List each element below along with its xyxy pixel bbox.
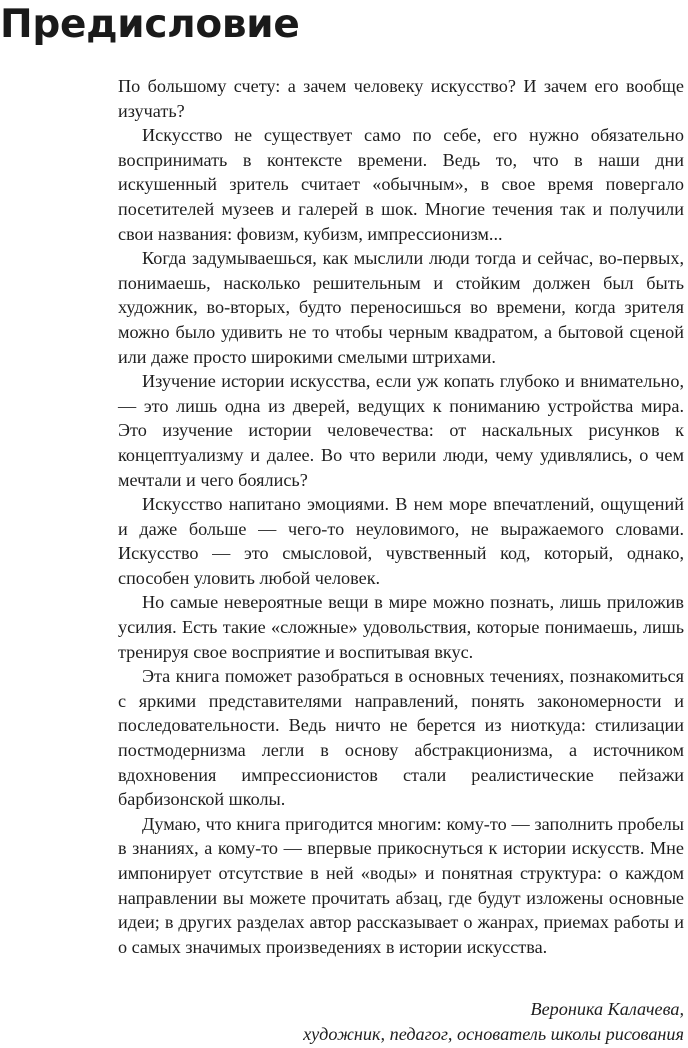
page-title: Предисловие: [0, 2, 300, 47]
paragraph: Изучение истории искусства, если уж копать глубоко и внимательно, — это лишь одна из дверей, ведущих к пониманию устройства мира. Это изучение истории человечества: от наскальных рисунков к концептуализму и далее. Во что верили люди, чему удивлялись, о чем мечтали и чего боялись?: [118, 371, 684, 490]
paragraph: Искусство напитано эмоциями. В нем море впечатлений, ощущений и даже больше — чего-то неуловимого, не выражаемого словами. Искусство — это смысловой, чувственный код, который, однако, способен уловить любой человек.: [118, 494, 684, 588]
preface-body: [118, 74, 684, 959]
paragraph: По большому счету: а зачем человеку искусство? И зачем его вообще изучать?: [118, 76, 684, 121]
paragraph: Искусство не существует само по себе, его нужно обязательно воспринимать в контексте времени. Ведь то, что в наши дни искушенный зритель считает «обычным», в свое время повергало посетителей музеев и галерей в шок. Многие течения так и получили свои названия: фовизм, кубизм, импрессионизм...: [118, 125, 684, 244]
paragraph: Эта книга поможет разобраться в основных течениях, познакомиться с яркими представителями направлений, понять закономерности и последовательности. Ведь ничто не берется из ниоткуда: стилизации постмодернизма легли в основу абстракционизма, а источником вдохновения импрессионистов стали реалистические пейзажи барбизонской школы.: [118, 666, 684, 810]
paragraph: Думаю, что книга пригодится многим: кому-то — заполнить пробелы в знаниях, а кому-то — впервые прикоснуться к истории искусств. Мне импонирует отсутствие в ней «воды» и понятная структура: о каждом направлении вы можете прочитать абзац, где будут изложены основные идеи; в других разделах автор рассказывает о жанрах, приемах работы и о самых значимых произведениях в истории искусства.: [118, 813, 684, 957]
paragraph: Когда задумываешься, как мыслили люди тогда и сейчас, во-первых, понимаешь, насколько решительным и стойким должен был быть художник, во-вторых, будто переносишься во времени, когда зрителя можно было удивить не то чтобы черным квадратом, а бытовой сценой или даже просто широкими смелыми штрихами.: [118, 248, 684, 367]
author-role: художник, педагог, основатель школы рисования: [303, 1024, 684, 1044]
author-signature: [164, 997, 684, 1047]
author-name: Вероника Калачева,: [530, 999, 684, 1019]
paragraph: Но самые невероятные вещи в мире можно познать, лишь приложив усилия. Есть такие «сложные» удовольствия, которые понимаешь, лишь тренируя свое восприятие и воспитывая вкус.: [118, 592, 684, 662]
